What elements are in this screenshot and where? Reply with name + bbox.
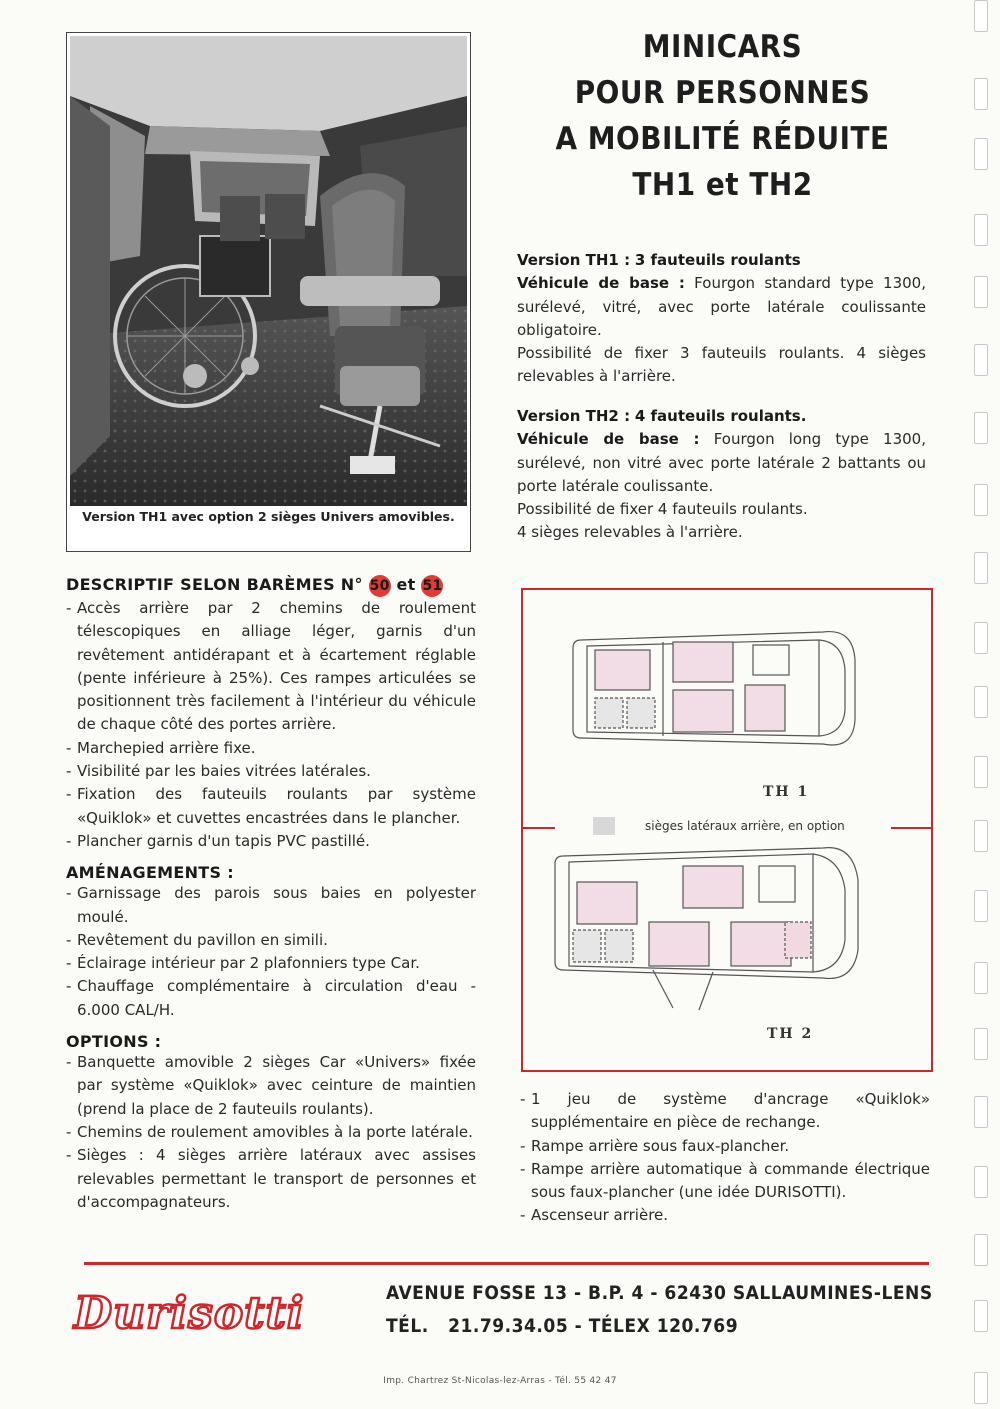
- bareme-badge-1: 50: [369, 575, 391, 597]
- plan-legend: sièges latéraux arrière, en option: [645, 819, 845, 833]
- title-line-1: MINICARS: [642, 29, 803, 65]
- company-address: AVENUE FOSSE 13 - B.P. 4 - 62430 SALLAUMINES-LENS: [386, 1282, 933, 1304]
- options-heading: OPTIONS :: [66, 1032, 162, 1052]
- printer-credit: Imp. Chartrez St-Nicolas-lez-Arras - Tél. 55 42 47: [383, 1376, 617, 1386]
- options-list: [66, 1051, 476, 1214]
- th2-text: Possibilité de fixer 4 fauteuils roulants.: [517, 500, 808, 519]
- list-item: - Chauffage complémentaire à circulation d'eau - 6.000 CAL/H.: [66, 975, 476, 1022]
- th2-text-2: 4 sièges relevables à l'arrière.: [517, 523, 743, 542]
- list-item: - Plancher garnis d'un tapis PVC pastillé.: [66, 830, 476, 853]
- binder-holes: [970, 0, 992, 1409]
- durisotti-logo: [68, 1282, 358, 1342]
- list-item: - Visibilité par les baies vitrées latérales.: [66, 760, 476, 783]
- vehicle-plans-frame: [521, 588, 933, 1072]
- list-item: - Ascenseur arrière.: [520, 1204, 930, 1227]
- left-column: [66, 575, 476, 1214]
- page-title: [520, 24, 925, 208]
- list-item: - Accès arrière par 2 chemins de roulement télescopiques en alliage léger, garnis d'un revêtement antidérapant et à écartement réglable (pente inférieure à 25%). Ces rampes articulées se positionnent très facilement à l'intérieur du véhicule de chaque côté des portes arrière.: [66, 597, 476, 737]
- th2-base: Véhicule de base : Fourgon long type 1300, surélevé, non vitré avec porte latérale 2 battants ou porte latérale coulissante.: [517, 430, 926, 495]
- amenagements-list: [66, 882, 476, 1022]
- descriptif-list: [66, 597, 476, 853]
- amenagements-heading: AMÉNAGEMENTS :: [66, 863, 234, 883]
- title-line-3: A MOBILITÉ RÉDUITE: [555, 121, 890, 157]
- list-item: - Marchepied arrière fixe.: [66, 737, 476, 760]
- th1-text: Possibilité de fixer 3 fauteuils roulants. 4 sièges relevables à l'arrière.: [517, 344, 926, 386]
- footer-divider: [84, 1262, 929, 1265]
- bareme-badge-2: 51: [421, 575, 443, 597]
- list-item: - Rampe arrière automatique à commande électrique sous faux-plancher (une idée DURISOTTI).: [520, 1158, 930, 1205]
- th1-description: [517, 249, 926, 389]
- list-item: - Revêtement du pavillon en simili.: [66, 929, 476, 952]
- list-item: - Garnissage des parois sous baies en polyester moulé.: [66, 882, 476, 929]
- list-item: - Éclairage intérieur par 2 plafonniers type Car.: [66, 952, 476, 975]
- th1-plan-label: TH 1: [763, 784, 810, 800]
- th1-base: Véhicule de base : Fourgon standard type 1300, surélevé, vitré, avec porte latérale coulissante obligatoire.: [517, 274, 926, 339]
- photo-caption: Version TH1 avec option 2 sièges Univers amovibles.: [82, 509, 455, 524]
- list-item: - Rampe arrière sous faux-plancher.: [520, 1135, 930, 1158]
- th2-description: [517, 405, 926, 545]
- list-item: - Banquette amovible 2 sièges Car «Univers» fixée par système «Quiklok» avec ceinture de maintien (prend la place de 2 fauteuils roulants).: [66, 1051, 476, 1121]
- list-item: - Fixation des fauteuils roulants par système «Quiklok» et cuvettes encastrées dans le plancher.: [66, 783, 476, 830]
- th2-heading: Version TH2 : 4 fauteuils roulants.: [517, 407, 807, 425]
- list-item: - Sièges : 4 sièges arrière latéraux avec assises relevables permettant le transport de personnes et d'accompagnateurs.: [66, 1144, 476, 1214]
- th1-heading: Version TH1 : 3 fauteuils roulants: [517, 251, 801, 269]
- photo-frame: [66, 32, 471, 552]
- logo-text: Durisotti: [74, 1288, 305, 1339]
- title-line-2: POUR PERSONNES: [574, 75, 871, 111]
- list-item: - 1 jeu de système d'ancrage «Quiklok» supplémentaire en pièce de rechange.: [520, 1088, 930, 1135]
- list-item: - Chemins de roulement amovibles à la porte latérale.: [66, 1121, 476, 1144]
- interior-photo: [70, 36, 467, 506]
- company-phone: TÉL. 21.79.34.05 - TÉLEX 120.769: [386, 1315, 739, 1337]
- title-line-4: TH1 et TH2: [632, 167, 813, 203]
- th2-plan-label: TH 2: [767, 1026, 814, 1042]
- extra-options-list: [520, 1088, 930, 1228]
- descriptif-heading: DESCRIPTIF SELON BARÈMES N° 50 et 51: [66, 575, 476, 597]
